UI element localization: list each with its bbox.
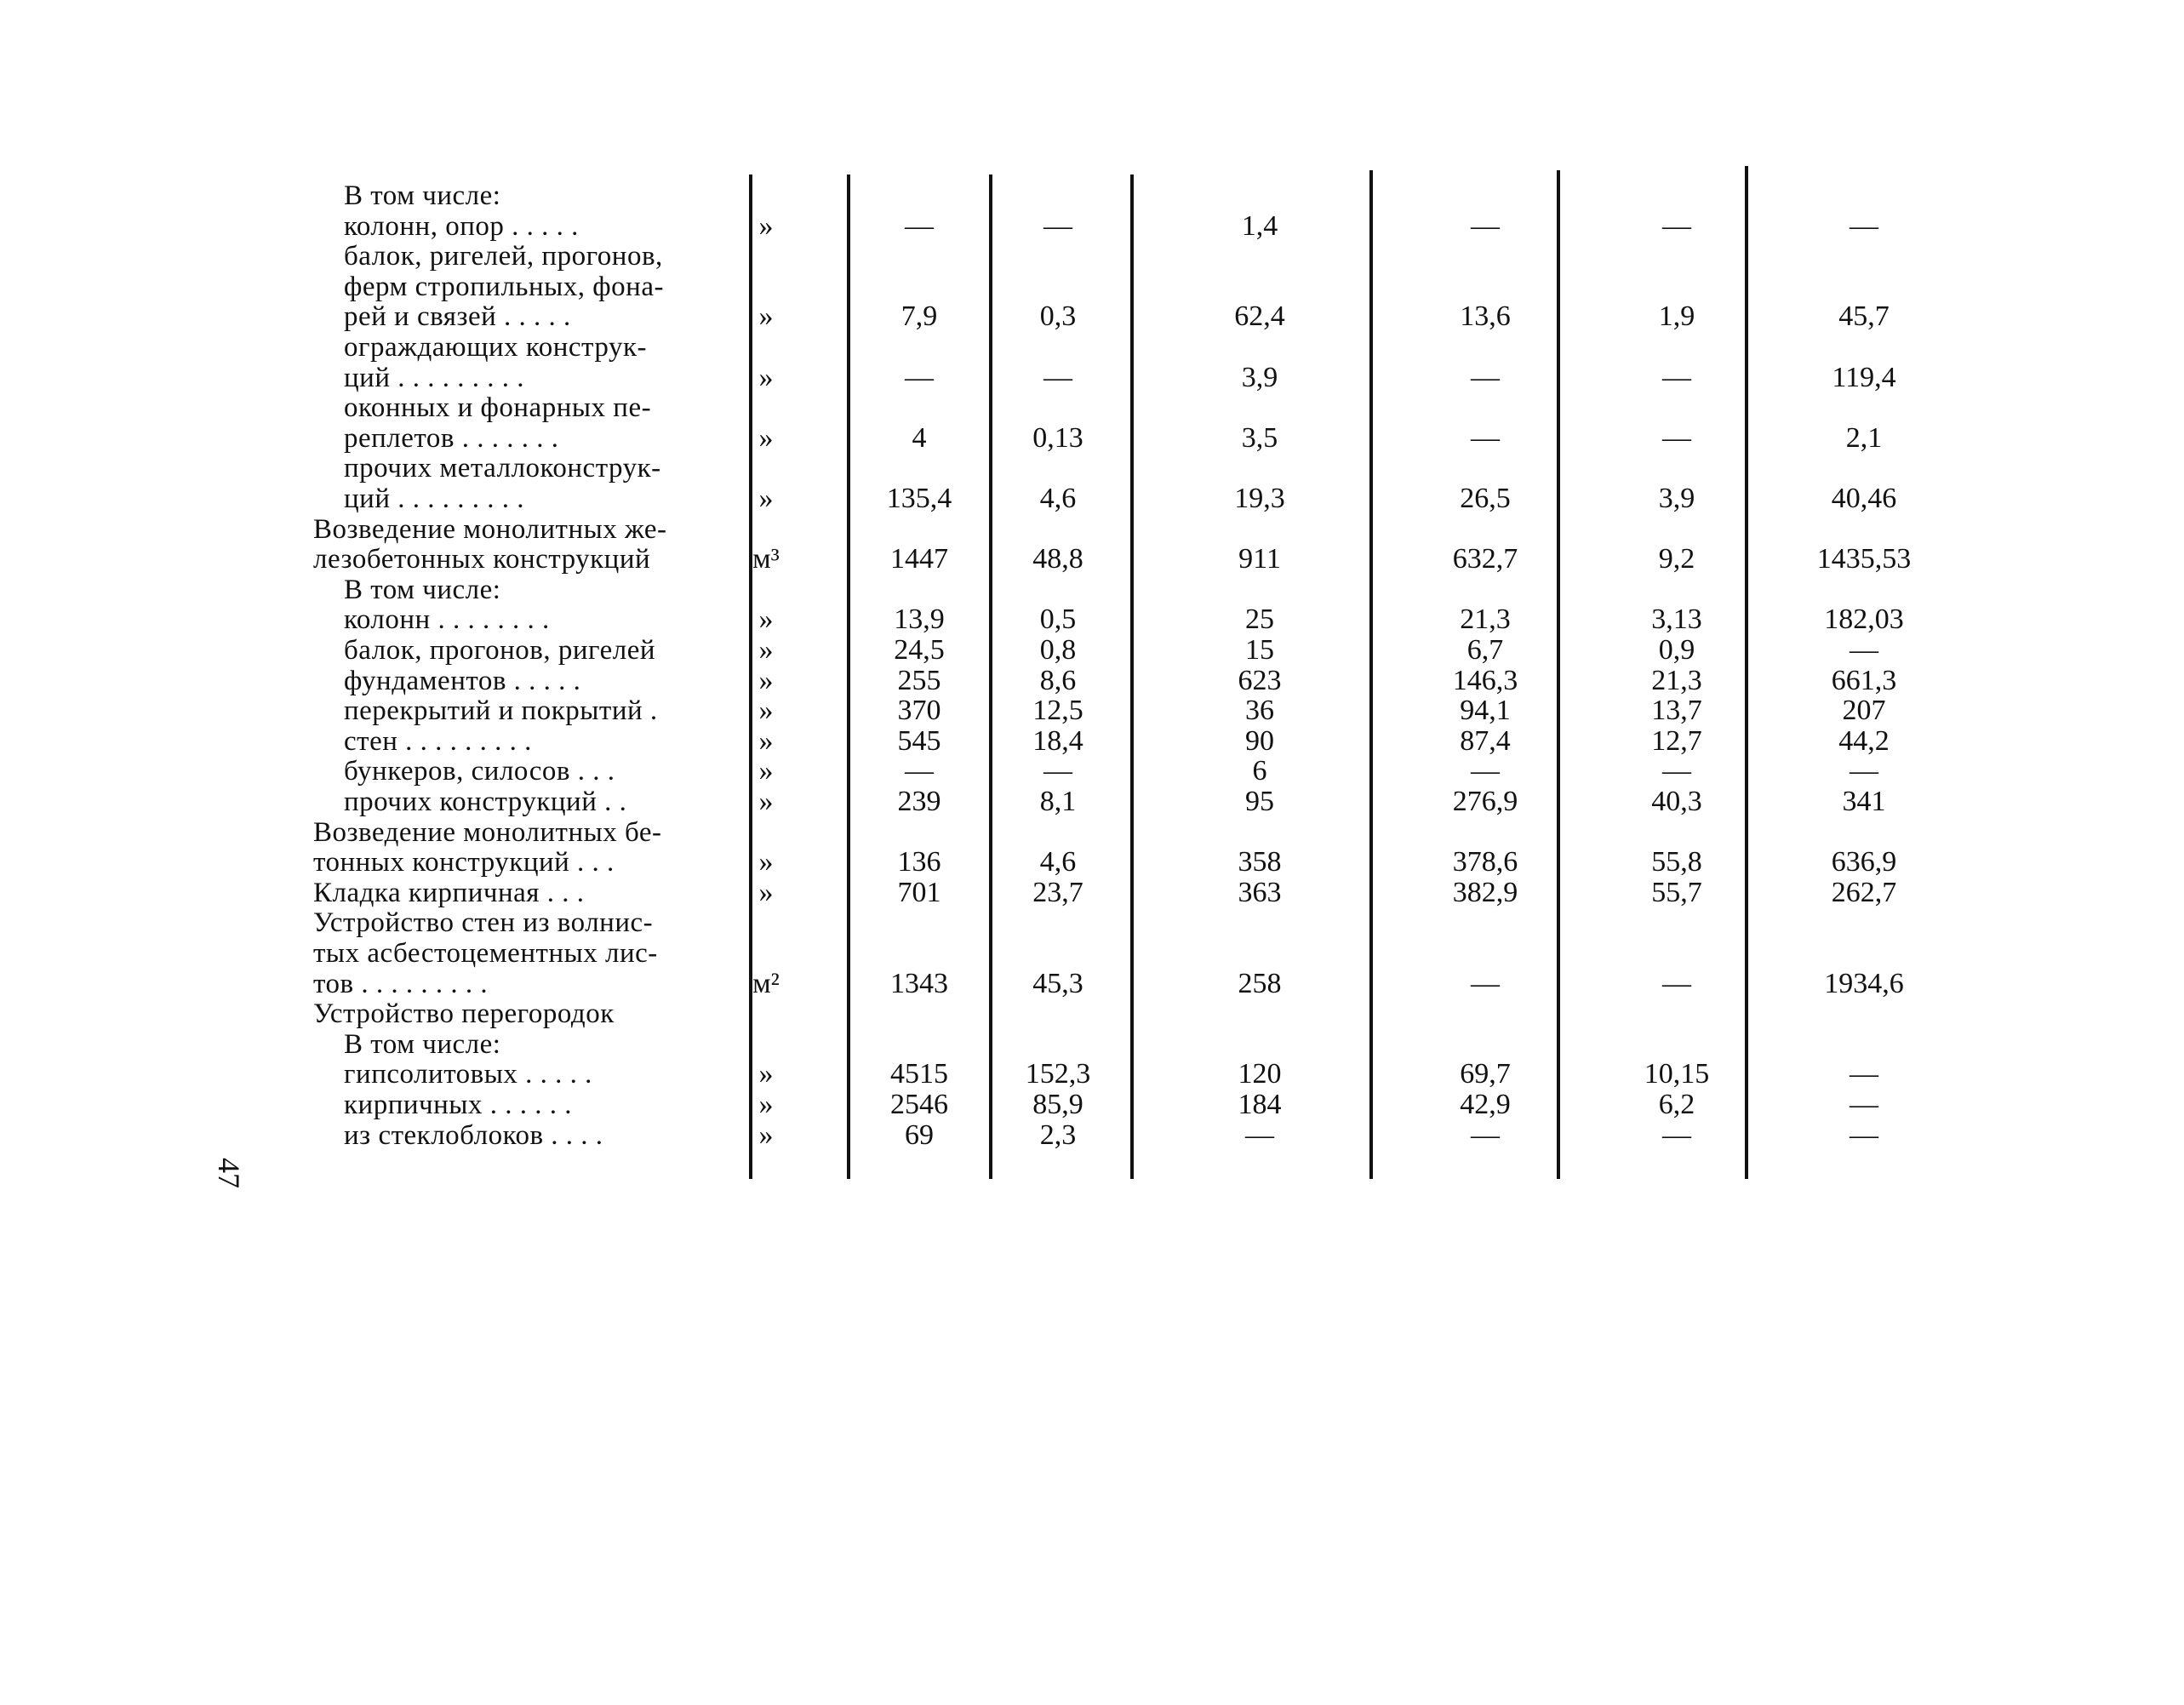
value-cell: 0,9 xyxy=(1658,634,1695,666)
table-row xyxy=(0,1059,2184,1090)
value-cell: — xyxy=(1850,755,1878,787)
page-number: 47 xyxy=(212,1158,246,1188)
table-row xyxy=(0,453,2184,483)
value-cell: 276,9 xyxy=(1452,786,1518,817)
value-cell: 45,7 xyxy=(1838,300,1890,332)
table-row xyxy=(0,635,2184,666)
table-row xyxy=(0,392,2184,423)
table-row xyxy=(0,1090,2184,1120)
table-row xyxy=(0,363,2184,393)
value-cell: 55,7 xyxy=(1651,877,1702,908)
value-cell: — xyxy=(1662,362,1691,393)
value-cell: — xyxy=(1850,210,1878,242)
value-cell: — xyxy=(1043,755,1072,787)
unit-cell: » xyxy=(758,725,774,757)
value-cell: 3,13 xyxy=(1651,604,1702,635)
value-cell: 25 xyxy=(1245,604,1274,635)
value-cell: 8,1 xyxy=(1039,786,1077,817)
value-cell: 636,9 xyxy=(1831,846,1897,878)
table-row xyxy=(0,756,2184,787)
value-cell: — xyxy=(905,210,934,242)
value-cell: 95 xyxy=(1245,786,1274,817)
unit-cell: » xyxy=(758,1058,774,1090)
value-cell: — xyxy=(1471,755,1500,787)
value-cell: 701 xyxy=(897,877,941,908)
value-cell: 262,7 xyxy=(1831,877,1897,908)
unit-cell: » xyxy=(758,1089,774,1120)
row-label: кирпичных . . . . . . xyxy=(344,1090,572,1120)
value-cell: — xyxy=(905,362,934,393)
unit-cell: » xyxy=(758,300,774,332)
value-cell: 8,6 xyxy=(1039,665,1077,696)
value-cell: 341 xyxy=(1842,786,1886,817)
value-cell: 42,9 xyxy=(1460,1089,1511,1120)
value-cell: 2,3 xyxy=(1039,1119,1077,1151)
table-row xyxy=(0,180,2184,211)
table-row xyxy=(0,938,2184,969)
value-cell: — xyxy=(1043,362,1072,393)
table-row xyxy=(0,604,2184,635)
value-cell: 239 xyxy=(897,786,941,817)
table-row xyxy=(0,544,2184,575)
value-cell: — xyxy=(1245,1119,1274,1151)
table-row xyxy=(0,514,2184,545)
row-label: Устройство перегородок xyxy=(313,998,615,1029)
table-row xyxy=(0,969,2184,999)
value-cell: 3,9 xyxy=(1658,483,1695,514)
row-label: тонных конструкций . . . xyxy=(313,847,615,878)
row-label: балок, ригелей, прогонов, xyxy=(344,241,663,272)
value-cell: — xyxy=(1471,1119,1500,1151)
value-cell: 19,3 xyxy=(1234,483,1285,514)
value-cell: 13,9 xyxy=(894,604,945,635)
row-label: В том числе: xyxy=(344,180,501,211)
table-row xyxy=(0,998,2184,1029)
row-label: тов . . . . . . . . . xyxy=(313,969,489,999)
value-cell: 4515 xyxy=(890,1058,948,1090)
value-cell: 661,3 xyxy=(1831,665,1897,696)
value-cell: 40,3 xyxy=(1651,786,1702,817)
table-row xyxy=(0,301,2184,332)
value-cell: 0,13 xyxy=(1032,422,1083,454)
unit-cell: » xyxy=(758,634,774,666)
value-cell: 1934,6 xyxy=(1824,968,1904,999)
value-cell: — xyxy=(1850,1058,1878,1090)
table-row xyxy=(0,332,2184,363)
value-cell: 2546 xyxy=(890,1089,948,1120)
unit-cell: м³ xyxy=(752,543,780,575)
value-cell: 152,3 xyxy=(1025,1058,1091,1090)
value-cell: 545 xyxy=(897,725,941,757)
unit-cell: » xyxy=(758,786,774,817)
value-cell: 6,2 xyxy=(1658,1089,1695,1120)
row-label: фундаментов . . . . . xyxy=(344,666,581,696)
value-cell: 184 xyxy=(1238,1089,1282,1120)
table-row xyxy=(0,666,2184,696)
value-cell: 40,46 xyxy=(1831,483,1897,514)
row-label: рей и связей . . . . . xyxy=(344,301,571,332)
value-cell: 15 xyxy=(1245,634,1274,666)
value-cell: 3,5 xyxy=(1241,422,1278,454)
value-cell: 0,3 xyxy=(1039,300,1077,332)
value-cell: 1,9 xyxy=(1658,300,1695,332)
value-cell: 13,6 xyxy=(1460,300,1511,332)
row-label: В том числе: xyxy=(344,575,501,605)
value-cell: — xyxy=(1662,1119,1691,1151)
row-label: лезобетонных конструкций xyxy=(313,544,651,575)
value-cell: 120 xyxy=(1238,1058,1282,1090)
value-cell: 62,4 xyxy=(1234,300,1285,332)
row-label: Возведение монолитных же- xyxy=(313,514,667,545)
value-cell: 1343 xyxy=(890,968,948,999)
value-cell: 0,5 xyxy=(1039,604,1077,635)
value-cell: 0,8 xyxy=(1039,634,1077,666)
table-row xyxy=(0,847,2184,878)
value-cell: — xyxy=(1662,210,1691,242)
table-row xyxy=(0,726,2184,757)
row-label: стен . . . . . . . . . xyxy=(344,726,532,757)
value-cell: — xyxy=(1471,968,1500,999)
value-cell: 207 xyxy=(1842,695,1886,726)
value-cell: — xyxy=(1043,210,1072,242)
row-label: Устройство стен из волнис- xyxy=(313,907,654,938)
value-cell: 10,15 xyxy=(1644,1058,1710,1090)
value-cell: — xyxy=(905,755,934,787)
table-row xyxy=(0,272,2184,302)
value-cell: 4,6 xyxy=(1039,483,1077,514)
row-label: из стеклоблоков . . . . xyxy=(344,1120,603,1151)
value-cell: 94,1 xyxy=(1460,695,1511,726)
value-cell: 18,4 xyxy=(1032,725,1083,757)
value-cell: 135,4 xyxy=(886,483,952,514)
value-cell: 370 xyxy=(897,695,941,726)
unit-cell: » xyxy=(758,210,774,242)
value-cell: 623 xyxy=(1238,665,1282,696)
value-cell: 13,7 xyxy=(1651,695,1702,726)
table-row xyxy=(0,878,2184,908)
unit-cell: » xyxy=(758,695,774,726)
value-cell: 136 xyxy=(897,846,941,878)
row-label: ций . . . . . . . . . xyxy=(344,483,524,514)
unit-cell: м² xyxy=(752,968,780,999)
value-cell: 12,7 xyxy=(1651,725,1702,757)
value-cell: 378,6 xyxy=(1452,846,1518,878)
row-label: перекрытий и покрытий . xyxy=(344,695,658,726)
table-row xyxy=(0,695,2184,726)
row-label: ферм стропильных, фона- xyxy=(344,272,664,302)
table-row xyxy=(0,787,2184,817)
value-cell: 6,7 xyxy=(1466,634,1504,666)
table-row xyxy=(0,483,2184,514)
value-cell: 4,6 xyxy=(1039,846,1077,878)
unit-cell: » xyxy=(758,846,774,878)
value-cell: 69,7 xyxy=(1460,1058,1511,1090)
value-cell: 1447 xyxy=(890,543,948,575)
value-cell: — xyxy=(1662,755,1691,787)
value-cell: 363 xyxy=(1238,877,1282,908)
row-label: ций . . . . . . . . . xyxy=(344,363,524,393)
value-cell: — xyxy=(1471,422,1500,454)
unit-cell: » xyxy=(758,665,774,696)
row-label: Возведение монолитных бе- xyxy=(313,817,662,848)
value-cell: 6 xyxy=(1252,755,1267,787)
table-row xyxy=(0,211,2184,242)
value-cell: 69 xyxy=(905,1119,934,1151)
value-cell: 21,3 xyxy=(1460,604,1511,635)
value-cell: 4 xyxy=(912,422,927,454)
value-cell: 24,5 xyxy=(894,634,945,666)
value-cell: — xyxy=(1662,968,1691,999)
value-cell: 182,03 xyxy=(1824,604,1904,635)
value-cell: 911 xyxy=(1238,543,1281,575)
value-cell: 632,7 xyxy=(1452,543,1518,575)
row-label: бункеров, силосов . . . xyxy=(344,756,615,787)
value-cell: 87,4 xyxy=(1460,725,1511,757)
unit-cell: » xyxy=(758,483,774,514)
value-cell: — xyxy=(1850,1119,1878,1151)
value-cell: — xyxy=(1850,1089,1878,1120)
value-cell: 48,8 xyxy=(1032,543,1083,575)
table-row xyxy=(0,1120,2184,1151)
value-cell: 23,7 xyxy=(1032,877,1083,908)
value-cell: — xyxy=(1662,422,1691,454)
value-cell: 7,9 xyxy=(900,300,938,332)
value-cell: 1435,53 xyxy=(1816,543,1912,575)
value-cell: — xyxy=(1850,634,1878,666)
value-cell: 44,2 xyxy=(1838,725,1890,757)
unit-cell: » xyxy=(758,877,774,908)
row-label: ограждающих конструк- xyxy=(344,332,647,363)
table-row xyxy=(0,907,2184,938)
row-label: колонн . . . . . . . . xyxy=(344,604,550,635)
value-cell: 258 xyxy=(1238,968,1282,999)
value-cell: — xyxy=(1471,362,1500,393)
value-cell: 85,9 xyxy=(1032,1089,1083,1120)
value-cell: 119,4 xyxy=(1832,362,1896,393)
value-cell: 3,9 xyxy=(1241,362,1278,393)
value-cell: — xyxy=(1471,210,1500,242)
value-cell: 90 xyxy=(1245,725,1274,757)
row-label: оконных и фонарных пе- xyxy=(344,392,652,423)
value-cell: 12,5 xyxy=(1032,695,1083,726)
unit-cell: » xyxy=(758,755,774,787)
value-cell: 358 xyxy=(1238,846,1282,878)
value-cell: 45,3 xyxy=(1032,968,1083,999)
row-label: балок, прогонов, ригелей xyxy=(344,635,656,666)
value-cell: 55,8 xyxy=(1651,846,1702,878)
row-label: гипсолитовых . . . . . xyxy=(344,1059,592,1090)
value-cell: 146,3 xyxy=(1452,665,1518,696)
value-cell: 1,4 xyxy=(1241,210,1278,242)
value-cell: 36 xyxy=(1245,695,1274,726)
row-label: тых асбестоцементных лис- xyxy=(313,938,658,969)
row-label: реплетов . . . . . . . xyxy=(344,423,559,454)
row-label: В том числе: xyxy=(344,1029,501,1060)
table-row xyxy=(0,423,2184,454)
value-cell: 255 xyxy=(897,665,941,696)
unit-cell: » xyxy=(758,422,774,454)
value-cell: 21,3 xyxy=(1651,665,1702,696)
unit-cell: » xyxy=(758,362,774,393)
table-row xyxy=(0,817,2184,848)
value-cell: 26,5 xyxy=(1460,483,1511,514)
value-cell: 2,1 xyxy=(1845,422,1883,454)
unit-cell: » xyxy=(758,604,774,635)
row-label: прочих конструкций . . xyxy=(344,787,627,817)
value-cell: 9,2 xyxy=(1658,543,1695,575)
value-cell: 382,9 xyxy=(1452,877,1518,908)
row-label: прочих металлоконструк- xyxy=(344,453,661,483)
unit-cell: » xyxy=(758,1119,774,1151)
table-row xyxy=(0,575,2184,605)
table-row xyxy=(0,241,2184,272)
row-label: колонн, опор . . . . . xyxy=(344,211,579,242)
table-row xyxy=(0,1029,2184,1060)
row-label: Кладка кирпичная . . . xyxy=(313,878,585,908)
